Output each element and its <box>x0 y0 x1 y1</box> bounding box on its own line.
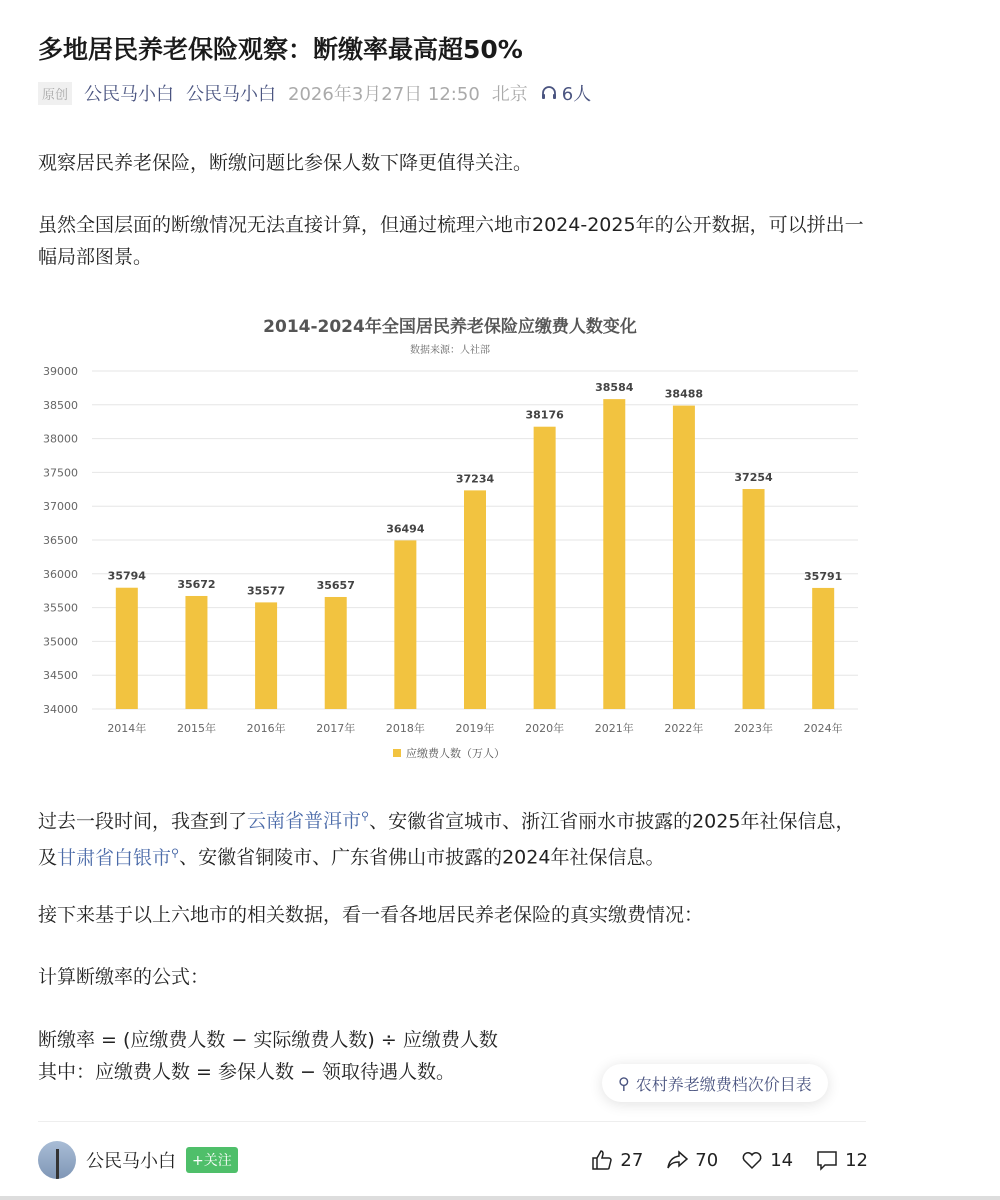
share-icon <box>665 1148 689 1172</box>
location: 北京 <box>491 84 528 105</box>
like-button[interactable] <box>590 1148 643 1172</box>
follow-button[interactable]: +关注 <box>186 1147 238 1173</box>
legend-label: 应缴费人数（万人） <box>406 747 505 760</box>
search-icon: ⚲ <box>618 1073 630 1093</box>
bar <box>673 406 695 709</box>
publish-time: 2026年3月27日 12:50 <box>288 84 480 105</box>
bar-value-label: 35791 <box>804 569 843 583</box>
related-search-pill[interactable] <box>602 1064 828 1102</box>
x-tick-label: 2017年 <box>316 722 356 735</box>
search-icon: ⚲ <box>361 810 370 823</box>
x-tick-label: 2018年 <box>385 722 425 735</box>
y-tick-label: 38000 <box>43 432 78 446</box>
bar-value-label: 35577 <box>246 584 286 598</box>
listen-button[interactable] <box>540 80 591 106</box>
bar <box>464 490 486 709</box>
article-meta <box>38 80 591 106</box>
avatar[interactable] <box>38 1141 76 1179</box>
formula: 断缴率 = (应缴费人数 − 实际缴费人数) ÷ 应缴费人数 <box>38 1029 498 1051</box>
favorite-button[interactable] <box>740 1148 793 1172</box>
link-text: 甘肃省白银市 <box>57 846 172 869</box>
bar-value-label: 35794 <box>107 569 146 583</box>
y-tick-label: 35000 <box>43 635 78 649</box>
formula-note: 其中：应缴费人数 = 参保人数 − 领取待遇人数。 <box>38 1061 455 1083</box>
x-tick-label: 2023年 <box>734 722 774 735</box>
x-tick-label: 2019年 <box>455 722 495 735</box>
x-tick-label: 2014年 <box>107 722 147 735</box>
article-footer <box>38 1140 868 1180</box>
thumbs-up-icon <box>590 1148 614 1172</box>
paragraph: 接下来基于以上六地市的相关数据，看一看各地居民养老保险的真实缴费情况： <box>38 904 704 926</box>
divider <box>38 1121 866 1122</box>
bar <box>255 602 277 709</box>
y-tick-label: 38500 <box>43 398 78 412</box>
text: 、安徽省宣城市、浙江省丽水市披露的2025年社保信息，及 <box>38 810 855 869</box>
y-tick-label: 35500 <box>43 601 78 615</box>
y-tick-label: 34000 <box>43 703 78 716</box>
y-tick-label: 39000 <box>43 365 78 378</box>
bottom-border <box>0 1196 1000 1200</box>
bar-value-label: 38176 <box>525 408 564 422</box>
bar <box>812 588 834 709</box>
headphones-icon <box>540 84 558 102</box>
bar <box>116 588 138 709</box>
paragraph <box>38 801 868 874</box>
bar-value-label: 36494 <box>386 522 425 536</box>
x-tick-label: 2015年 <box>176 722 216 735</box>
y-tick-label: 36000 <box>43 567 78 581</box>
bar <box>185 596 207 709</box>
share-count: 70 <box>695 1149 719 1171</box>
legend-swatch <box>393 749 401 757</box>
bar <box>325 597 347 709</box>
listener-count: 6人 <box>561 84 592 105</box>
search-link-baiyin[interactable] <box>57 847 179 869</box>
comment-icon <box>815 1148 839 1172</box>
heart-icon <box>740 1148 764 1172</box>
chart-title: 2014-2024年全国居民养老保险应缴费人数变化 <box>263 317 637 337</box>
x-tick-label: 2021年 <box>594 722 634 735</box>
paragraph: 观察居民养老保险，断缴问题比参保人数下降更值得关注。 <box>38 152 533 174</box>
bar-value-label: 37234 <box>455 472 495 486</box>
author-link[interactable]: 公民马小白 <box>84 84 175 105</box>
footer-author[interactable]: 公民马小白 <box>86 1151 176 1172</box>
bar-value-label: 37254 <box>734 471 773 485</box>
search-pill-label: 农村养老缴费档次价目表 <box>635 1074 812 1094</box>
y-tick-label: 36500 <box>43 534 78 547</box>
x-tick-label: 2024年 <box>803 722 843 735</box>
bar-chart <box>30 300 870 770</box>
bar-value-label: 38488 <box>664 387 704 401</box>
account-link[interactable]: 公民马小白 <box>186 84 277 105</box>
bar-value-label: 38584 <box>595 381 634 395</box>
share-button[interactable] <box>665 1148 718 1172</box>
bar-value-label: 35657 <box>316 578 355 592</box>
comment-button[interactable] <box>815 1148 868 1172</box>
bar <box>743 489 765 709</box>
like-count: 27 <box>620 1149 644 1171</box>
bar-value-label: 35672 <box>177 577 216 591</box>
original-tag: 原创 <box>38 82 72 105</box>
text: 过去一段时间，我查到了 <box>38 810 248 833</box>
y-tick-label: 37000 <box>43 500 78 514</box>
y-tick-label: 34500 <box>43 669 78 683</box>
paragraph: 虽然全国层面的断缴情况无法直接计算，但通过梳理六地市2024-2025年的公开数据，可以拼出一幅局部图景。 <box>38 214 864 268</box>
bar <box>394 540 416 709</box>
x-tick-label: 2016年 <box>246 722 286 735</box>
search-link-puer[interactable] <box>247 810 369 832</box>
comment-count: 12 <box>845 1149 868 1171</box>
chart-subtitle: 数据来源：人社部 <box>410 345 490 356</box>
favorite-count: 14 <box>770 1149 794 1171</box>
bar <box>603 399 625 709</box>
article-title: 多地居民养老保险观察：断缴率最高超50% <box>38 35 523 64</box>
link-text: 云南省普洱市 <box>247 810 362 833</box>
bar <box>534 427 556 709</box>
y-tick-label: 37500 <box>43 466 78 480</box>
x-tick-label: 2022年 <box>664 722 704 735</box>
search-icon: ⚲ <box>171 846 180 860</box>
text: 、安徽省铜陵市、广东省佛山市披露的2024年社保信息。 <box>179 846 665 869</box>
paragraph: 计算断缴率的公式： <box>38 966 210 988</box>
x-tick-label: 2020年 <box>525 722 565 735</box>
